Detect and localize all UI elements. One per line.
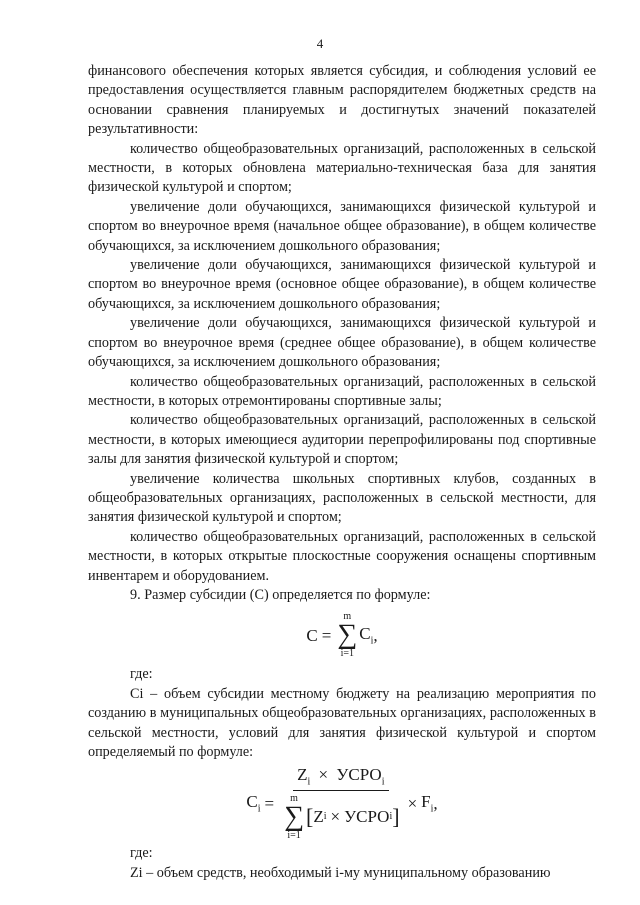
document-body: [88, 62, 596, 883]
paragraph-indicator-6: количество общеобразовательных организаций, расположенных в сельской местности, в которых имеющиеся аудитории перепрофилированы под спортивные залы для занятия физической культурой и спортом;: [88, 412, 596, 468]
fraction-numerator: $Z_i$ × $УСРО_i$: [293, 766, 388, 790]
sum-lower-limit: i=1: [340, 648, 354, 660]
fraction: [282, 766, 400, 840]
sum-symbol-denominator: m ∑ i=1: [284, 792, 305, 841]
formula-subsidy-total: [88, 605, 596, 665]
paragraph-indicator-2: увеличение доли обучающихся, занимающихся физической культурой и спортом во внеурочное время (начальное общее образование), в общем количестве обучающихся, за исключением дошкольного образования;: [88, 198, 596, 254]
formula2-tail: ,: [433, 793, 438, 813]
formula2-lhs: $C_i$: [246, 791, 261, 815]
paragraph-indicator-8: количество общеобразовательных организаций, расположенных в сельской местности, в которых открытые плоскостные сооружения оснащены спортивным инвентарем и оборудованием.: [88, 528, 596, 584]
sum-upper-limit: m: [343, 611, 352, 623]
paragraph-indicator-3: увеличение доли обучающихся, занимающихся физической культурой и спортом во внеурочное время (основное общее образование), в общем количестве обучающихся, за исключением дошкольного образования;: [88, 257, 596, 312]
formula2-equals: =: [264, 793, 275, 813]
where-label-2: где:: [130, 845, 153, 862]
formula1-term: $C_i$: [359, 623, 374, 647]
sum-symbol: [337, 611, 357, 659]
formula1-tail: ,: [373, 625, 378, 645]
paragraph-intro: финансового обеспечения которых является субсидия, и соблюдения условий ее предоставления осуществляется главным распорядителем бюджетных средств на основании сравнения планируемых и достигнутых значений показателей результативности:: [88, 63, 596, 138]
paragraph-clause-9: 9. Размер субсидии (С) определяется по формуле:: [130, 586, 431, 603]
definition-ci: Ci – объем субсидии местному бюджету на реализацию мероприятия по созданию в муниципальных общеобразовательных организациях, расположенных в сельской местности, условий для занятия физической культурой и спортом определяемый по формуле:: [88, 685, 596, 760]
sigma-icon: ∑: [337, 619, 358, 651]
page-number: 4: [316, 36, 324, 51]
paragraph-indicator-5: количество общеобразовательных организаций, расположенных в сельской местности, в которых отремонтированы спортивные залы;: [88, 373, 596, 409]
definition-zi: Zi – объем средств, необходимый i-му муниципальному образованию: [130, 864, 551, 881]
bracket-right-icon: ]: [392, 803, 400, 829]
fraction-denominator: m ∑ i=1 [ Z i × УСРО i ]: [284, 792, 400, 841]
paragraph-indicator-1: количество общеобразовательных организаций, расположенных в сельской местности, в которых обновлена материально-техническая база для занятия физической культурой и спортом;: [88, 140, 596, 196]
formula2-factor-f: $F_i$: [421, 791, 434, 815]
formula2-times: ×: [407, 793, 418, 813]
formula1-equals: =: [321, 625, 332, 645]
paragraph-indicator-7: увеличение количества школьных спортивных клубов, созданных в общеобразовательных организациях, расположенных в сельской местности, для занятия физической культурой и спортом;: [88, 470, 596, 526]
paragraph-indicator-4: увеличение доли обучающихся, занимающихся физической культурой и спортом во внеурочное время (среднее общее образование), в общем количестве обучающихся, за исключением дошкольного образования;: [88, 315, 596, 371]
formula1-lhs: C: [306, 625, 318, 645]
formula-subsidy-per-municipality: [88, 762, 596, 844]
bracket-left-icon: [: [306, 803, 314, 829]
where-label-1: где:: [130, 666, 153, 683]
sigma-icon: ∑: [284, 800, 305, 832]
